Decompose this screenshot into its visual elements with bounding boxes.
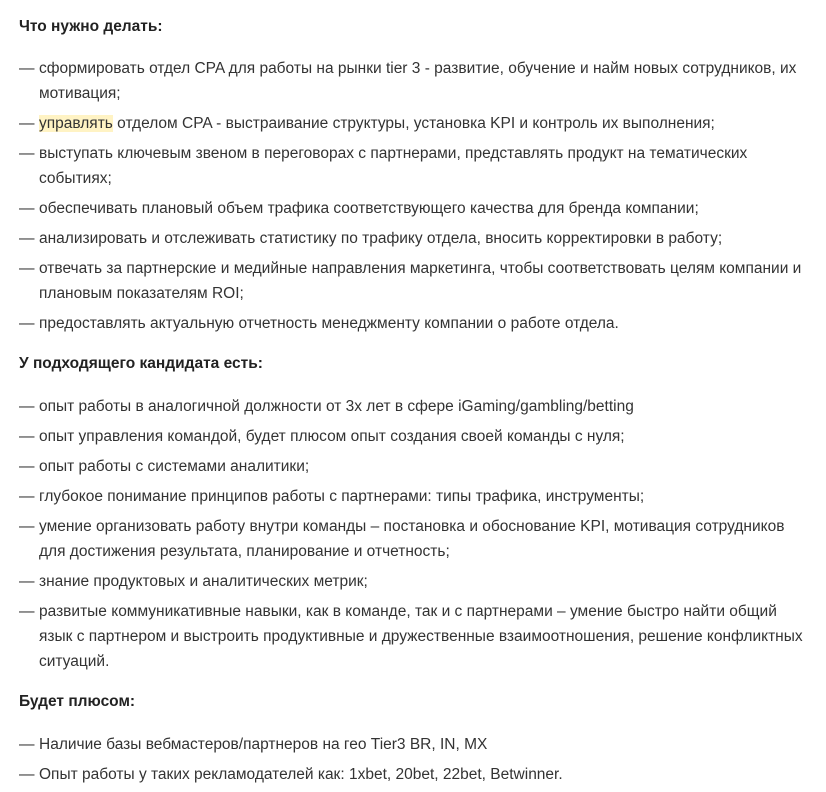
- list-item: [19, 569, 809, 594]
- item-text: обеспечивать плановый объем трафика соответствующего качества для бренда компании;: [39, 200, 699, 217]
- dash-bullet: —: [19, 603, 35, 620]
- item-text: опыт работы с системами аналитики;: [39, 458, 310, 475]
- section-title-requirements: У подходящего кандидата есть:: [19, 355, 263, 372]
- dash-bullet: —: [19, 766, 35, 783]
- item-text: выступать ключевым звеном в переговорах с партнерами, представлять продукт на тематических событиях;: [39, 145, 748, 187]
- list-item: [19, 394, 809, 419]
- highlighted-word: управлять: [39, 115, 113, 132]
- nice-to-have-list: [19, 732, 809, 787]
- dash-bullet: —: [19, 260, 35, 277]
- dash-bullet: —: [19, 736, 35, 753]
- list-item: [19, 599, 809, 674]
- section-title-nice-to-have: Будет плюсом:: [19, 693, 136, 710]
- dash-bullet: —: [19, 488, 35, 505]
- item-text: развитые коммуникативные навыки, как в команде, так и с партнерами – умение быстро найти общий язык с партнером и выстроить продуктивные и дружественные взаимоотношения, решение конфликтных ситуаций.: [39, 603, 803, 670]
- list-item: [19, 141, 809, 191]
- item-text: глубокое понимание принципов работы с партнерами: типы трафика, инструменты;: [39, 488, 645, 505]
- list-item: [19, 454, 809, 479]
- list-item: [19, 424, 809, 449]
- item-text: сформировать отдел CPA для работы на рынки tier 3 - развитие, обучение и найм новых сотрудников, их мотивация;: [39, 60, 797, 102]
- dash-bullet: —: [19, 573, 35, 590]
- item-text: знание продуктовых и аналитических метрик;: [39, 573, 368, 590]
- list-item: [19, 196, 809, 221]
- dash-bullet: —: [19, 518, 35, 535]
- dash-bullet: —: [19, 398, 35, 415]
- list-item: [19, 732, 809, 757]
- item-text: отвечать за партнерские и медийные направления маркетинга, чтобы соответствовать целям компании и плановым показателям ROI;: [39, 260, 802, 302]
- item-text: опыт управления командой, будет плюсом опыт создания своей команды с нуля;: [39, 428, 625, 445]
- list-item: [19, 762, 809, 787]
- section-title-responsibilities: Что нужно делать:: [19, 18, 163, 35]
- dash-bullet: —: [19, 200, 35, 217]
- item-text: Наличие базы вебмастеров/партнеров на гео Tier3 BR, IN, MX: [39, 736, 488, 753]
- item-text: Опыт работы у таких рекламодателей как: 1xbet, 20bet, 22bet, Betwinner.: [39, 766, 563, 783]
- list-item: [19, 111, 809, 136]
- dash-bullet: —: [19, 60, 35, 77]
- list-item: [19, 56, 809, 106]
- dash-bullet: —: [19, 458, 35, 475]
- list-item: [19, 311, 809, 336]
- item-text: отделом CPA - выстраивание структуры, установка KPI и контроль их выполнения;: [112, 115, 715, 132]
- list-item: [19, 514, 809, 564]
- dash-bullet: —: [19, 428, 35, 445]
- responsibilities-list: [19, 56, 809, 336]
- item-text: опыт работы в аналогичной должности от 3х лет в сфере iGaming/gambling/betting: [39, 398, 634, 415]
- dash-bullet: —: [19, 115, 35, 132]
- dash-bullet: —: [19, 315, 35, 332]
- dash-bullet: —: [19, 230, 35, 247]
- list-item: [19, 256, 809, 306]
- dash-bullet: —: [19, 145, 35, 162]
- vacancy-description: [19, 0, 809, 792]
- list-item: [19, 484, 809, 509]
- item-text: умение организовать работу внутри команды – постановка и обоснование KPI, мотивация сотрудников для достижения результата, планирование и отчетность;: [39, 518, 785, 560]
- item-text: предоставлять актуальную отчетность менеджменту компании о работе отдела.: [39, 315, 619, 332]
- item-text: анализировать и отслеживать статистику по трафику отдела, вносить корректировки в работу;: [39, 230, 723, 247]
- requirements-list: [19, 394, 809, 674]
- list-item: [19, 226, 809, 251]
